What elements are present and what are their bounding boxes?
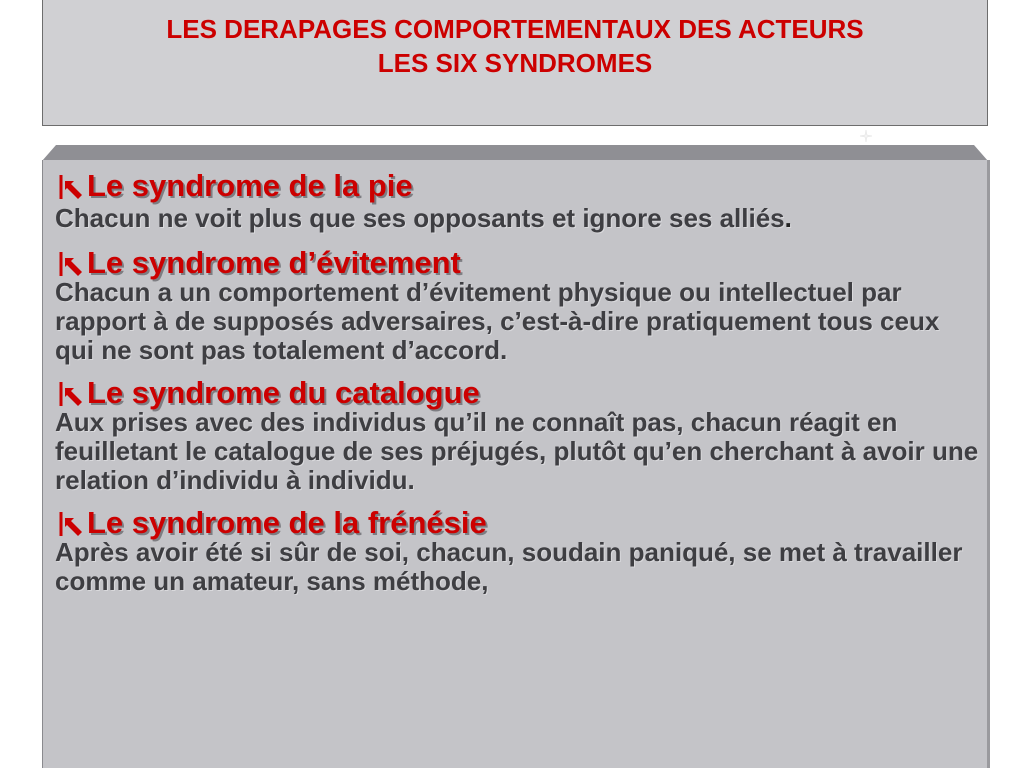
syndrome-heading: Le syndrome d’évitement: [87, 245, 461, 280]
content-panel: [42, 160, 990, 768]
syndrome-heading: Le syndrome du catalogue: [87, 375, 480, 410]
list-item: [55, 247, 985, 365]
title-box: [42, 0, 988, 126]
list-item: [55, 507, 985, 596]
slide-title: LES DERAPAGES COMPORTEMENTAUX DES ACTEURS: [166, 14, 864, 44]
list-item: [55, 170, 985, 235]
slide-subtitle: LES SIX SYNDROMES: [377, 48, 653, 78]
arrow-up-left-icon: [55, 509, 85, 539]
syndrome-description: Aux prises avec des individus qu’il ne connaît pas, chacun réagit en feuilletant le catalogue de ses préjugés, plutôt qu’en cherchant à avoir une relation d’individu à individu.: [55, 407, 979, 495]
syndrome-description: Après avoir été si sûr de soi, chacun, soudain paniqué, se met à travailler comme un amateur, sans méthode,: [55, 537, 963, 596]
panel-bevel: [42, 145, 988, 161]
syndrome-description: Chacun a un comportement d’évitement physique ou intellectuel par rapport à de supposés adversaires, c’est-à-dire pratiquement tous ceux qui ne sont pas totalement d’accord.: [55, 277, 940, 365]
sparkle-icon: [860, 130, 872, 142]
list-item: [55, 377, 985, 495]
arrow-up-left-icon: [55, 379, 85, 409]
trailing-period: .: [784, 203, 792, 233]
syndrome-heading: Le syndrome de la pie: [87, 168, 413, 203]
syndrome-heading: Le syndrome de la frénésie: [87, 505, 487, 540]
arrow-up-left-icon: [55, 172, 85, 202]
arrow-up-left-icon: [55, 249, 85, 279]
syndrome-description: Chacun ne voit plus que ses opposants et ignore ses alliés: [55, 203, 785, 233]
syndrome-list: [55, 170, 985, 608]
